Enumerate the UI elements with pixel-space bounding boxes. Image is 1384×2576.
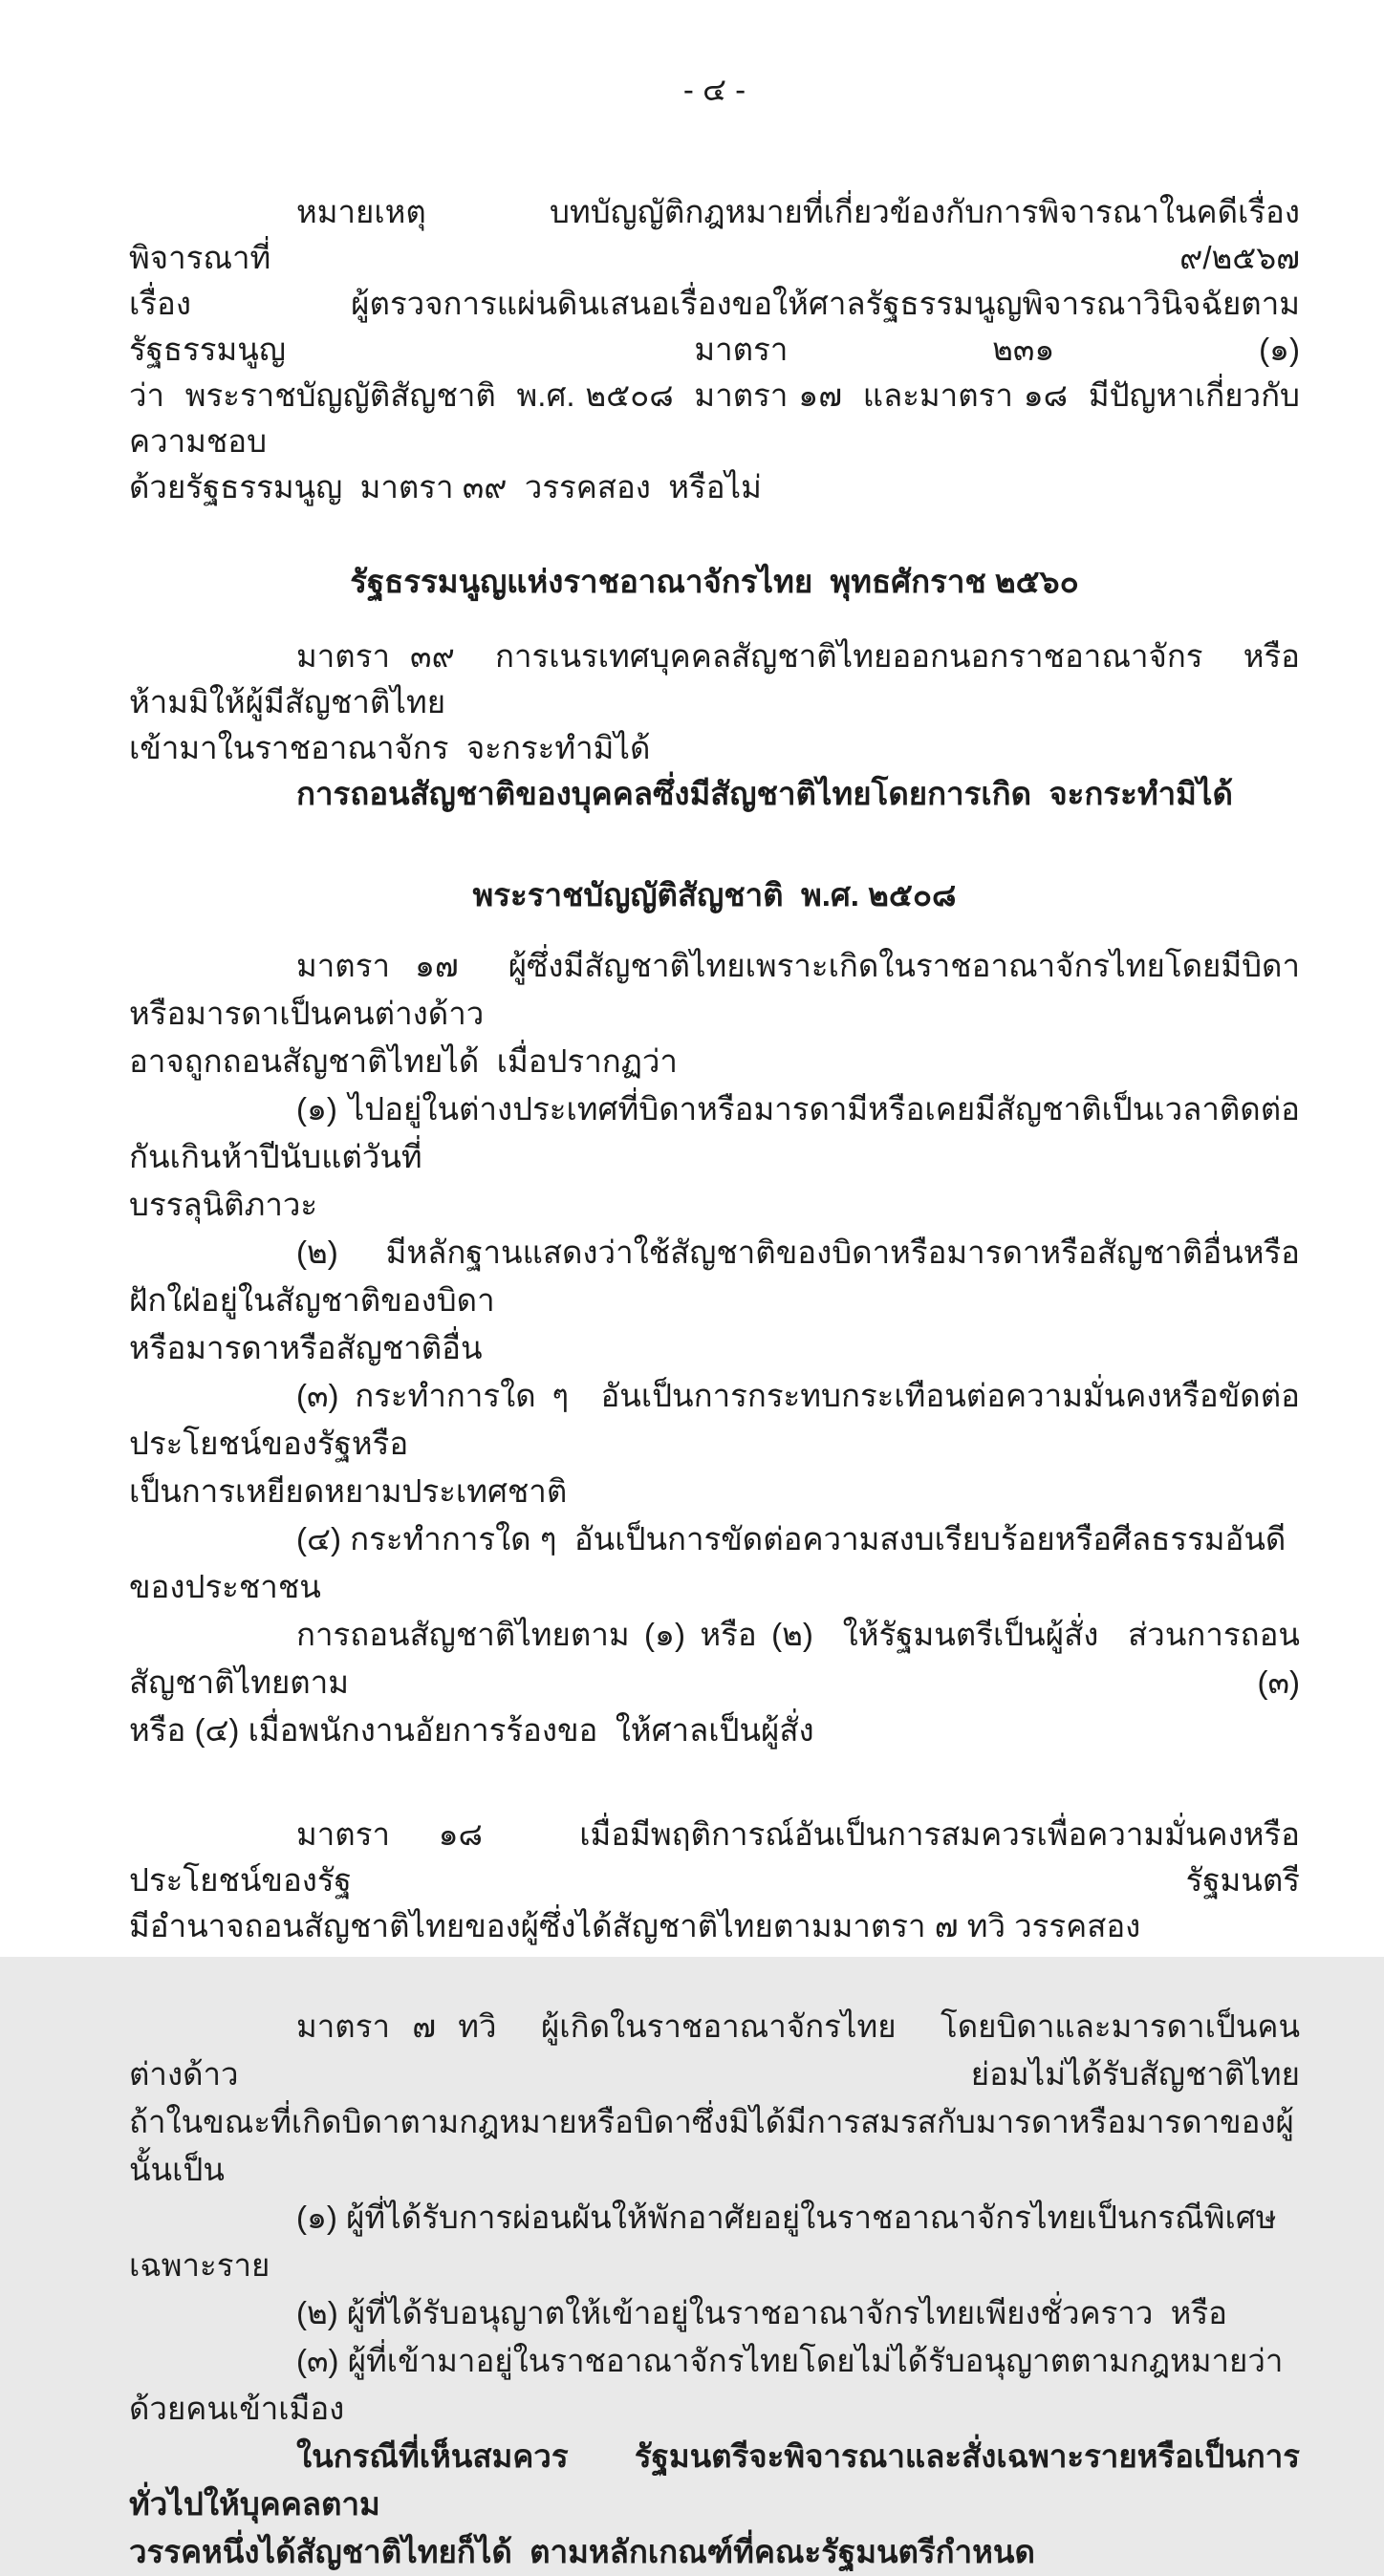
section-7bis-line: มาตรา ๗ ทวิ ผู้เกิดในราชอาณาจักรไทย โดยบิดาและมารดาเป็นคนต่างด้าว ย่อมไม่ได้รับสัญชาติไทย [129,2008,1300,2092]
note-paragraph [129,189,1300,510]
section-39-line: เข้ามาในราชอาณาจักร จะกระทำมิได้ [129,730,651,765]
note-line: ด้วยรัฐธรรมนูญ มาตรา ๓๙ วรรคสอง หรือไม่ [129,469,762,504]
section-17-line: หรือมารดาหรือสัญชาติอื่น [129,1330,483,1365]
section-7bis-paragraph-2-line: วรรคหนึ่งได้สัญชาติไทยก็ได้ ตามหลักเกณฑ์ที่คณะรัฐมนตรีกำหนด [129,2534,1035,2569]
section-39-paragraph-2: การถอนสัญชาติของบุคคลซึ่งมีสัญชาติไทยโดยการเกิด จะกระทำมิได้ [296,776,1233,811]
note-line: ว่า พระราชบัญญัติสัญชาติ พ.ศ. ๒๕๐๘ มาตรา ๑๗ และมาตรา ๑๘ มีปัญหาเกี่ยวกับความชอบ [129,377,1300,459]
section-17-paragraph [129,942,1300,1754]
section-17-line: มาตรา ๑๗ ผู้ซึ่งมีสัญชาติไทยเพราะเกิดในราชอาณาจักรไทยโดยมีบิดาหรือมารดาเป็นคนต่างด้าว [129,948,1300,1031]
constitution-heading: รัฐธรรมนูญแห่งราชอาณาจักรไทย พุทธศักราช ๒๕๖๐ [350,564,1079,599]
section-7bis-paragraph [129,2003,1300,2576]
section-17-item-3: (๓) กระทำการใด ๆ อันเป็นการกระทบกระเทือนต่อความมั่นคงหรือขัดต่อประโยชน์ของรัฐหรือ [129,1378,1300,1461]
page-number: - ๔ - [682,72,746,107]
section-17-line: การถอนสัญชาติไทยตาม (๑) หรือ (๒) ให้รัฐมนตรีเป็นผู้สั่ง ส่วนการถอนสัญชาติไทยตาม (๓) [129,1617,1300,1700]
section-18-paragraph [129,1812,1300,1949]
section-17-line: เป็นการเหยียดหยามประเทศชาติ [129,1473,568,1509]
section-17-line: หรือ (๔) เมื่อพนักงานอัยการร้องขอ ให้ศาลเป็นผู้สั่ง [129,1712,814,1748]
section-18-line: มาตรา ๑๘ เมื่อมีพฤติการณ์อันเป็นการสมควรเพื่อความมั่นคงหรือประโยชน์ของรัฐ รัฐมนตรี [129,1816,1300,1898]
section-39-line: มาตรา ๓๙ การเนรเทศบุคคลสัญชาติไทยออกนอกราชอาณาจักร หรือห้ามมิให้ผู้มีสัญชาติไทย [129,638,1300,719]
section-7bis-item-3: (๓) ผู้ที่เข้ามาอยู่ในราชอาณาจักรไทยโดยไม่ได้รับอนุญาตตามกฎหมายว่าด้วยคนเข้าเมือง [129,2343,1284,2426]
section-17-item-2: (๒) มีหลักฐานแสดงว่าใช้สัญชาติของบิดาหรือมารดาหรือสัญชาติอื่นหรือฝักใฝ่อยู่ในสัญชาติของบิดา [129,1234,1300,1318]
section-17-line: อาจถูกถอนสัญชาติไทยได้ เมื่อปรากฏว่า [129,1043,678,1079]
section-7bis-paragraph-2-line: ในกรณีที่เห็นสมควร รัฐมนตรีจะพิจารณาและสั่งเฉพาะรายหรือเป็นการทั่วไปให้บุคคลตาม [129,2438,1300,2522]
section-18-line: มีอำนาจถอนสัญชาติไทยของผู้ซึ่งได้สัญชาติไทยตามมาตรา ๗ ทวิ วรรคสอง [129,1908,1141,1943]
section-17-line: บรรลุนิติภาวะ [129,1187,318,1222]
section-7bis-line: ถ้าในขณะที่เกิดบิดาตามกฎหมายหรือบิดาซึ่งมิได้มีการสมรสกับมารดาหรือมารดาของผู้นั้นเป็น [129,2104,1294,2187]
note-line: หมายเหตุ บทบัญญัติกฎหมายที่เกี่ยวข้องกับการพิจารณาในคดีเรื่องพิจารณาที่ ๙/๒๕๖๗ [129,194,1300,275]
nationality-act-heading: พระราชบัญญัติสัญชาติ พ.ศ. ๒๕๐๘ [472,877,957,912]
section-7bis-item-2: (๒) ผู้ที่ได้รับอนุญาตให้เข้าอยู่ในราชอาณาจักรไทยเพียงชั่วคราว หรือ [296,2295,1227,2330]
section-17-item-1: (๑) ไปอยู่ในต่างประเทศที่บิดาหรือมารดามีหรือเคยมีสัญชาติเป็นเวลาติดต่อกันเกินห้าปีนับแต่วันที่ [129,1091,1300,1174]
note-line: เรื่อง ผู้ตรวจการแผ่นดินเสนอเรื่องขอให้ศาลรัฐธรรมนูญพิจารณาวินิจฉัยตามรัฐธรรมนูญ มาตรา ๒๓๑ (๑) [129,286,1300,367]
section-7bis-item-1: (๑) ผู้ที่ได้รับการผ่อนผันให้พักอาศัยอยู่ในราชอาณาจักรไทยเป็นกรณีพิเศษเฉพาะราย [129,2200,1277,2283]
section-17-item-4: (๔) กระทำการใด ๆ อันเป็นการขัดต่อความสงบเรียบร้อยหรือศีลธรรมอันดีของประชาชน [129,1521,1287,1604]
section-39-paragraph [129,633,1300,817]
